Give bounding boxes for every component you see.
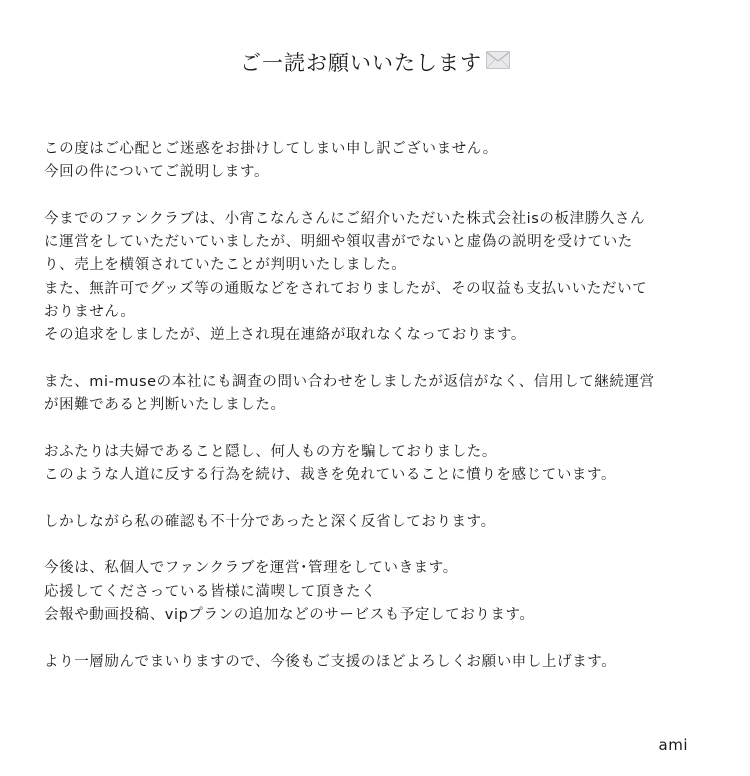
paragraph-7 [44, 651, 704, 674]
paragraph-line: しかしながら私の確認も不十分であったと深く反省しております。 [44, 513, 496, 530]
paragraph-6 [44, 557, 704, 627]
paragraph-3 [44, 371, 704, 418]
paragraph-5 [44, 511, 704, 534]
paragraph-line: おふたりは夫婦であること隠し、何人もの方を騙しておりました。 [44, 443, 497, 460]
paragraph-line: 今後は、私個人でファンクラブを運営･管理をしていきます。 [44, 560, 458, 577]
paragraph-line: おりません。 [44, 304, 136, 321]
paragraph-1 [44, 138, 704, 185]
signature: ami [658, 736, 688, 754]
paragraph-4 [44, 441, 704, 488]
paragraph-line: に運営をしていただいていましたが、明細や領収書がでないと虚偽の説明を受けていた [44, 234, 633, 251]
letter-body [44, 138, 704, 697]
letter-title: ご一読お願いいたします [240, 51, 482, 75]
letter-title-row [0, 48, 750, 79]
paragraph-line: このような人道に反する行為を続け、裁きを免れていることに憤りを感じています。 [44, 467, 617, 484]
paragraph-line: より一層励んでまいりますので、今後もご支援のほどよろしくお願い申し上げます。 [44, 653, 617, 670]
paragraph-2 [44, 208, 704, 348]
envelope-icon [486, 47, 510, 77]
paragraph-line: また、mi-museの本社にも調査の問い合わせをしましたが返信がなく、信用して継続運営 [44, 373, 655, 390]
paragraph-line: 応援してくださっている皆様に満喫して頂きたく [44, 583, 377, 600]
paragraph-line: また、無許可でグッズ等の通販などをされておりましたが、その収益も支払いいただいて [44, 280, 648, 297]
paragraph-line: り、売上を横領されていたことが判明いたしました。 [44, 257, 407, 274]
paragraph-line: 今回の件についてご説明します。 [44, 164, 270, 181]
paragraph-line: この度はご心配とご迷惑をお掛けしてしまい申し訳ございません。 [44, 141, 498, 157]
paragraph-line: 会報や動画投稿、vipプランの追加などのサービスも予定しております。 [44, 606, 535, 623]
paragraph-line: その追求をしましたが、逆上され現在連絡が取れなくなっております。 [44, 327, 527, 344]
paragraph-line: 今までのファンクラブは、小宵こなんさんにご紹介いただいた株式会社isの板津勝久さん [44, 210, 646, 227]
paragraph-line: が困難であると判断いたしました。 [44, 397, 286, 414]
